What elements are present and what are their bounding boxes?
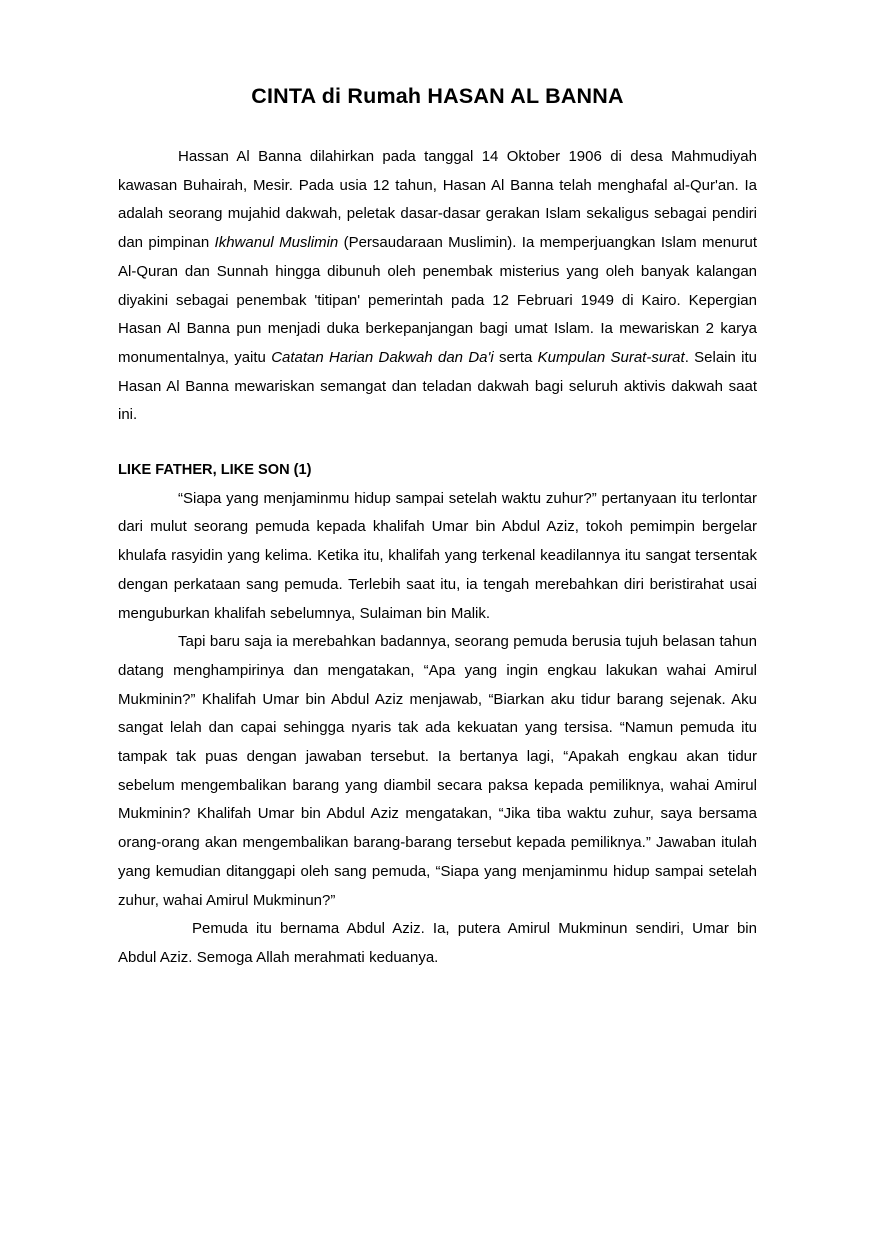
intro-italic-catatan-harian: Catatan Harian Dakwah dan Da'i <box>271 348 494 366</box>
intro-italic-kumpulan-surat: Kumpulan Surat-surat <box>537 348 685 366</box>
paragraph-3: Tapi baru saja ia merebahkan badannya, seorang pemuda berusia tujuh belasan tahun datang menghampirinya dan mengatakan, “Apa yang ingin engkau lakukan wahai Amirul Mukminin?” Khalifah Umar bin Abdul Aziz menjawab, “Biarkan aku tidur barang sejenak. Aku sangat lelah dan capai sehingga nyaris tak ada kekuatan yang tersisa. “Namun pemuda itu tampak tak puas dengan jawaban tersebut. Ia bertanya lagi, “Apakah engkau akan tidur sebelum mengembalikan barang yang diambil secara paksa kepada pemiliknya, wahai Amirul Mukminin? Khalifah Umar bin Abdul Aziz mengatakan, “Jika tiba waktu zuhur, saya bersama orang-orang akan mengembalikan barang-barang tersebut kepada pemiliknya.” Jawaban itulah yang kemudian ditanggapi oleh sang pemuda, “Siapa yang menjaminmu hidup sampai setelah zuhur, wahai Amirul Mukminun?” <box>118 633 757 909</box>
section-heading: LIKE FATHER, LIKE SON (1) <box>118 462 312 479</box>
paragraph-intro <box>118 143 757 430</box>
intro-text-part-1: Hassan Al Banna dilahirkan pada tanggal 14 Oktober 1906 di desa Mahmudiyah kawasan Buhairah, Mesir. Pada usia 12 tahun, Hasan Al Banna telah menghafal al-Qur'an. Ia adalah seorang mujahid dakwah, peletak dasar-dasar gerakan Islam sekaligus sebagai pendiri dan pimpinan <box>118 148 757 252</box>
intro-text-part-4: . Selain itu Hasan Al Banna mewariskan semangat dan teladan dakwah bagi seluruh aktivis dakwah saat ini. <box>118 348 757 424</box>
intro-italic-ikhwanul: Ikhwanul Muslimin <box>214 234 339 252</box>
intro-text-part-3: serta <box>493 348 538 366</box>
intro-text-part-2: (Persaudaraan Muslimin). Ia memperjuangkan Islam menurut Al-Quran dan Sunnah hingga dibunuh oleh penembak misterius yang oleh banyak kalangan diyakini sebagai penembak 'titipan' pemerintah pada 12 Februari 1949 di Kairo. Kepergian Hasan Al Banna pun menjadi duka berkepanjangan bagi umat Islam. Ia mewariskan 2 karya monumentalnya, yaitu <box>118 234 757 366</box>
paragraph-4: Pemuda itu bernama Abdul Aziz. Ia, putera Amirul Mukminun sendiri, Umar bin Abdul Aziz. Semoga Allah merahmati keduanya. <box>118 920 757 966</box>
paragraph-2: “Siapa yang menjaminmu hidup sampai setelah waktu zuhur?” pertanyaan itu terlontar dari mulut seorang pemuda kepada khalifah Umar bin Abdul Aziz, tokoh pemimpin bergelar khulafa rasyidin yang kelima. Ketika itu, khalifah yang terkenal keadilannya itu sangat tersentak dengan perkataan sang pemuda. Terlebih saat itu, ia tengah merebahkan diri beristirahat usai menguburkan khalifah sebelumnya, Sulaiman bin Malik. <box>118 489 757 622</box>
page-title: CINTA di Rumah HASAN AL BANNA <box>251 84 624 108</box>
